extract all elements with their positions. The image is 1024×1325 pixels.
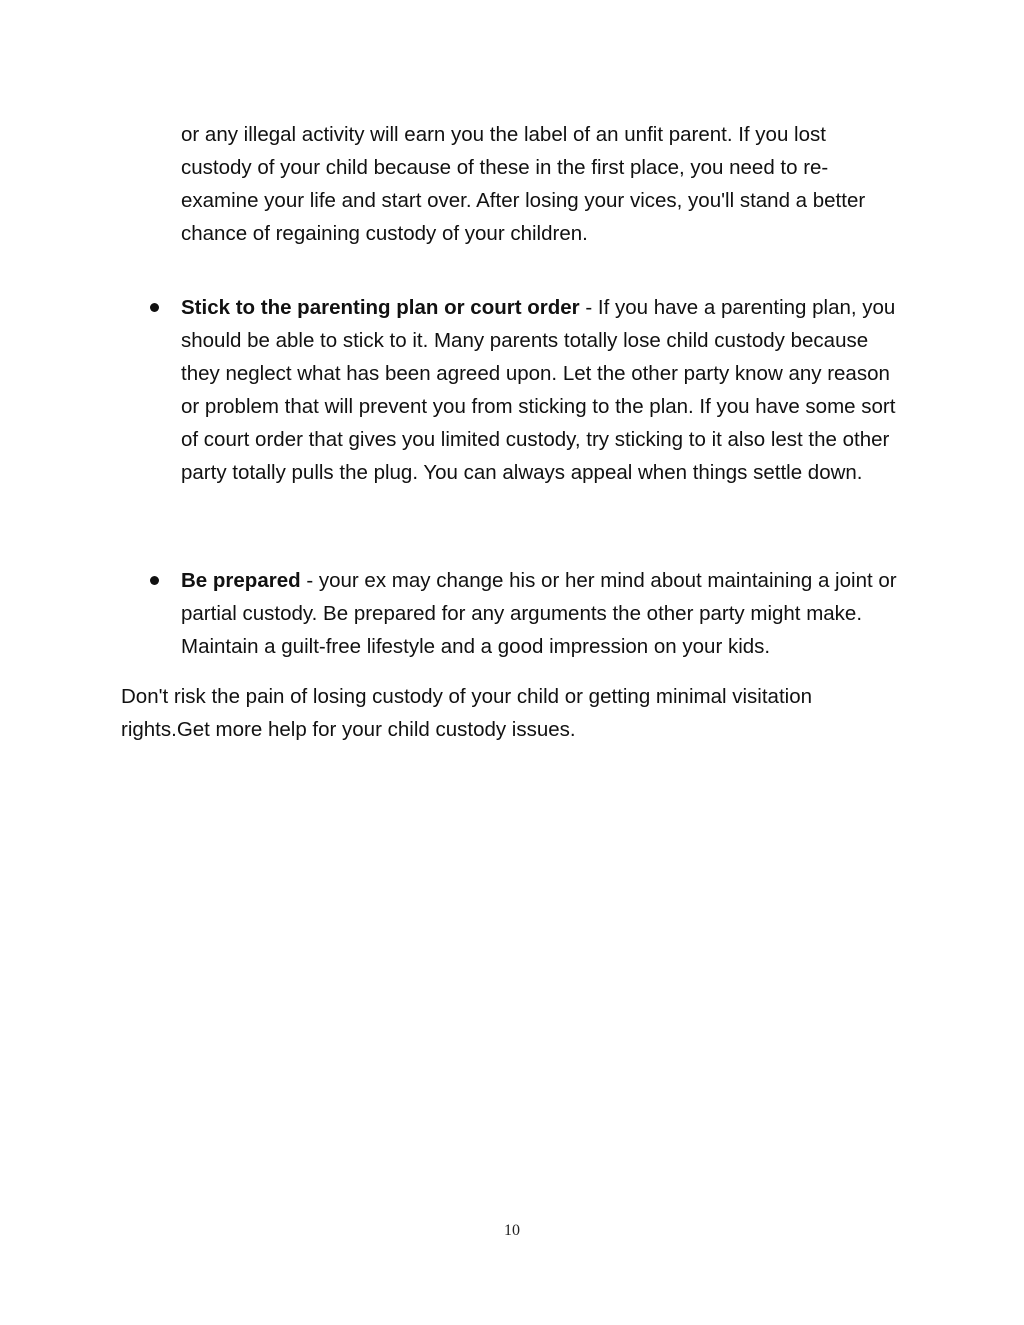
bullet-body: - your ex may change his or her mind about maintaining a joint or partial custody. Be prepared for any arguments the other party might make. Maintain a guilt-free lifestyle and a good impression on your kids. [181, 569, 897, 658]
bullet-text [181, 564, 910, 663]
bullet-title: Stick to the parenting plan or court order [181, 296, 580, 319]
page-number: 10 [504, 1222, 520, 1239]
bullet-text [181, 291, 910, 489]
bullet-dot-icon [150, 303, 159, 312]
closing-paragraph: Don't risk the pain of losing custody of your child or getting minimal visitation rights.Get more help for your child custody issues. [121, 685, 812, 741]
bullet-title: Be prepared [181, 569, 301, 592]
bullet-dot-icon [150, 576, 159, 585]
continuation-paragraph: or any illegal activity will earn you the label of an unfit parent. If you lost custody of your child because of these in the first place, you need to re-examine your life and start over. After losing your vices, you'll stand a better chance of regaining custody of your children. [181, 123, 866, 245]
bullet-body: - If you have a parenting plan, you should be able to stick to it. Many parents totally lose child custody because they neglect what has been agreed upon. Let the other party know any reason or problem that will prevent you from sticking to the plan. If you have some sort of court order that gives you limited custody, try sticking to it also lest the other party totally pulls the plug. You can always appeal when things settle down. [181, 296, 896, 484]
